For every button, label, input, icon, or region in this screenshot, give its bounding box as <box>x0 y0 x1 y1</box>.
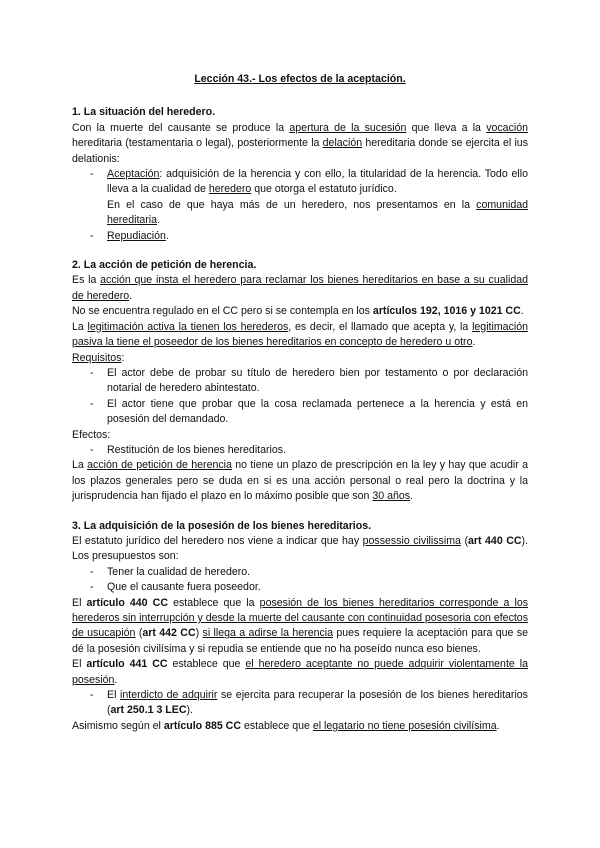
section-2-paragraph-2: No se encuentra regulado en el CC pero si se contempla en los artículos 192, 1016 y 1021 CC. <box>72 305 524 318</box>
section-3-paragraph-1: El estatuto jurídico del heredero nos viene a indicar que hay possessio civilissima (art 440 CC). Los presupuestos son: <box>72 534 528 563</box>
list-item-repudiacion: - Repudiación. <box>90 229 528 244</box>
interdicto-list <box>72 688 528 719</box>
document-page <box>72 72 528 748</box>
list-item: - Tener la cualidad de heredero. <box>90 565 528 580</box>
list-item: - Restitución de los bienes hereditarios. <box>90 443 528 458</box>
list-item-aceptacion: - Aceptación: adquisición de la herencia y con ello, la titularidad de la herencia. Todo ello lleva a la cualidad de heredero que otorga el estatuto jurídico. <box>90 167 528 198</box>
section-1-paragraph: Con la muerte del causante se produce la apertura de la sucesión que lleva a la vocación hereditaria (testamentaria o legal), posteriormente la delación hereditaria donde se ejercita el ius delationis: <box>72 121 528 165</box>
requisitos-label: Requisitos: <box>72 351 125 364</box>
requisitos-list <box>72 366 528 428</box>
section-adquisicion-posesion <box>72 519 528 735</box>
section-2-paragraph-3: La legitimación activa la tienen los herederos, es decir, el llamado que acepta y, la legitimación pasiva la tiene el poseedor de los bienes hereditarios en concepto de heredero u otro. <box>72 320 529 349</box>
document-title: Lección 43.- Los efectos de la aceptación. <box>194 73 406 85</box>
section-3-paragraph-4: Asimismo según el artículo 885 CC establece que el legatario no tiene posesión civilísima. <box>72 719 500 732</box>
section-2-heading: 2. La acción de petición de herencia. <box>72 259 257 272</box>
efectos-label: Efectos: <box>72 428 111 441</box>
efectos-list <box>72 443 528 458</box>
list-item: - El actor tiene que probar que la cosa reclamada pertenece a la herencia y está en posesión del demandado. <box>90 397 528 428</box>
presupuestos-list <box>72 565 528 596</box>
section-accion-peticion <box>72 258 528 505</box>
list-item: - El actor debe de probar su título de heredero bien por testamento o por declaración notarial de heredero abintestato. <box>90 366 528 397</box>
section-2-paragraph-1: Es la acción que insta el heredero para reclamar los bienes hereditarios en base a su cualidad de heredero. <box>72 274 528 302</box>
section-2-paragraph-4: La acción de petición de herencia no tiene un plazo de prescripción en la ley y hay que acudir a los plazos generales pero se duda en si es una acción personal o real pero la doctrina y la jurisprudencia han fijado el plazo en lo máximo posible que son 30 años. <box>72 459 528 503</box>
section-1-heading: 1. La situación del heredero. <box>72 106 216 119</box>
section-3-paragraph-2: El artículo 440 CC establece que la posesión de los bienes hereditarios corresponde a los herederos sin interrupción y desde la muerte del causante con continuidad posesoria con efectos de usucapión (art 442 CC) si llega a adirse la herencia pues requiere la aceptación para que se dé la posesión civilísima y si repudia se entiende que no ha poseído nunca eso bienes. <box>72 596 529 655</box>
section-3-heading: 3. La adquisición de la posesión de los bienes hereditarios. <box>72 519 372 532</box>
section-1-list-b <box>72 229 528 244</box>
section-1-list <box>72 167 528 198</box>
list-item-interdicto: - El interdicto de adquirir se ejercita para recuperar la posesión de los bienes hereditarios (art 250.1 3 LEC). <box>90 688 528 719</box>
section-3-paragraph-3: El artículo 441 CC establece que el heredero aceptante no puede adquirir violentamente la posesión. <box>72 658 528 686</box>
list-item: - Que el causante fuera poseedor. <box>90 580 528 595</box>
comunidad-hereditaria-note: En el caso de que haya más de un heredero, nos presentamos en la comunidad hereditaria. <box>107 198 528 227</box>
section-situacion-heredero <box>72 105 528 244</box>
